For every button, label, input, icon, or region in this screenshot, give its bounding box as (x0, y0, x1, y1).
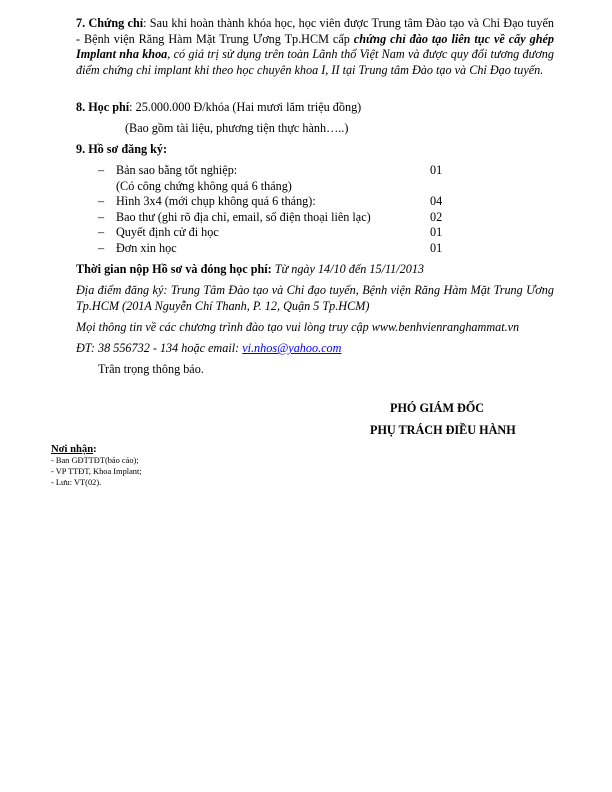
signature-title-2: PHỤ TRÁCH ĐIỀU HÀNH (370, 423, 516, 437)
list-dash: – (98, 163, 105, 177)
email-link[interactable]: vi.nhos@yahoo.com (242, 341, 342, 355)
registration-location: Địa điểm đăng ký: Trung Tâm Đào tạo và Chỉ đạo tuyến, Bệnh viện Răng Hàm Mặt Trung Ương Tp.HCM (201A Nguyễn Chí Thanh, P. 12, Quận 5 Tp.HCM) (76, 283, 554, 313)
section-8-fee (76, 100, 361, 116)
recipient-line: - Lưu: VT(02). (51, 477, 102, 487)
list-item-subnote-text: (Có công chứng không quá 6 tháng) (116, 178, 292, 193)
section-7-label: 7. Chứng chỉ (76, 16, 144, 30)
list-item-text: Bao thư (ghi rõ địa chỉ, email, số điện thoại liên lạc) (116, 209, 371, 224)
list-dash: – (98, 209, 105, 224)
closing-line: Trân trọng thông báo. (98, 362, 204, 376)
recipients-title-colon: : (93, 444, 97, 455)
list-item (98, 210, 458, 226)
section-7-certificate-name: chứng chỉ đào tạo liên tục về cấy ghép Implant nha khoa (76, 31, 554, 61)
list-dash: – (98, 240, 105, 255)
recipient-line: - VP TTĐT, Khoa Implant; (51, 466, 142, 476)
registration-list (98, 163, 458, 257)
list-item-text: Quyết định cử đi học (116, 225, 219, 240)
list-item-qty: 04 (430, 194, 443, 209)
deadline-label: Thời gian nộp Hồ sơ và đóng học phí: (76, 262, 272, 276)
contact-prefix: ĐT: 38 556732 - 134 hoặc email: (76, 341, 243, 355)
list-item-subnote (98, 179, 458, 195)
list-item-qty: 01 (430, 240, 443, 255)
recipients-title-text: Nơi nhận (51, 444, 94, 455)
list-item-qty: 01 (430, 163, 443, 177)
list-dash: – (98, 194, 105, 209)
deadline-value: Từ ngày 14/10 đến 15/11/2013 (271, 262, 425, 276)
list-item-text: Hình 3x4 (mới chụp không quá 6 tháng): (116, 194, 316, 209)
contact-line (76, 341, 341, 357)
list-item (98, 163, 458, 179)
list-item (98, 194, 458, 210)
list-item-qty: 02 (430, 209, 443, 224)
section-8-label: 8. Học phí (76, 100, 130, 114)
list-item (98, 225, 458, 241)
section-8-note: (Bao gồm tài liệu, phương tiện thực hành…..) (125, 121, 349, 135)
list-item-text: Đơn xin học (116, 240, 177, 255)
recipients-block (51, 443, 142, 488)
section-7-text-a: : Sau khi hoàn thành khóa học, học viên được Trung tâm Đào tạo và Chỉ Đạo tuyến - Bệnh viện Răng Hàm Mặt Trung Ương Tp.HCM cấp (76, 16, 554, 46)
list-dash: – (98, 225, 105, 240)
list-item-text: Bản sao bằng tốt nghiệp: (116, 163, 238, 177)
list-item (98, 241, 458, 257)
deadline (76, 262, 424, 278)
section-9-label: 9. Hồ sơ đăng ký: (76, 142, 168, 156)
info-line: Mọi thông tin về các chương trình đào tạo vui lòng truy cập www.benhvienranghammat.vn (76, 320, 520, 334)
recipients-title (51, 443, 142, 456)
signature-title-1: PHÓ GIÁM ĐỐC (390, 401, 485, 415)
list-item-qty: 01 (430, 225, 443, 240)
section-7-text-b: , có giá trị sử dụng trên toàn Lãnh thổ Việt Nam và được quy đổi tương đương điểm chứng chỉ implant khi theo học chuyên khoa I, II tại Trung tâm Đào tạo và Chỉ Đạo tuyến. (76, 47, 554, 77)
section-8-text: : 25.000.000 Đ/khóa (Hai mươi lăm triệu đồng) (129, 100, 362, 114)
recipient-line: - Ban GĐTTĐT(báo cáo); (51, 456, 139, 465)
section-7-certificate (76, 16, 554, 78)
